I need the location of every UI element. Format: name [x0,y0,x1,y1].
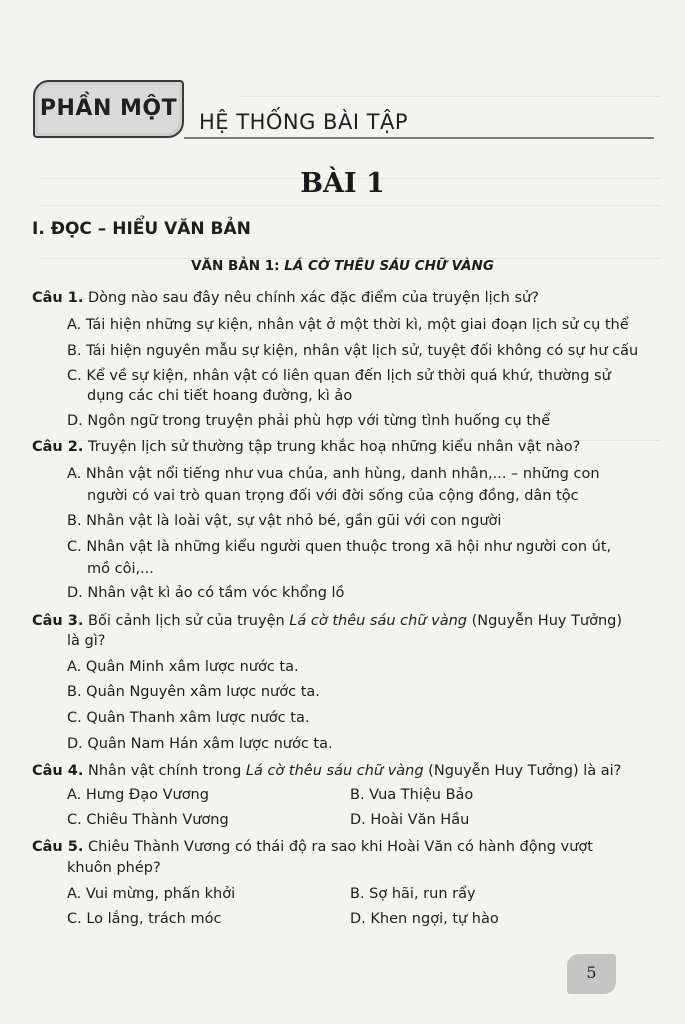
question-label: Câu 1. [32,290,84,306]
option-4b: B. Vua Thiệu Bảo [350,787,474,803]
option-5a: A. Vui mừng, phấn khởi [67,886,236,902]
work-title: Lá cờ thêu sáu chữ vàng [289,613,467,629]
question-stem: Dòng nào sau đây nêu chính xác đặc điểm của truyện lịch sử? [88,290,539,306]
option-2a: A. Nhân vật nổi tiếng như vua chúa, anh hùng, danh nhân,... – những con [67,466,600,482]
option-3a: A. Quân Minh xâm lược nước ta. [67,659,299,675]
text-title [0,258,685,274]
question-label: Câu 2. [32,439,84,455]
option-1d: D. Ngôn ngữ trong truyện phải phù hợp với từng tình huống cụ thể [67,413,551,429]
part-tab [33,80,184,138]
question-5 [32,838,593,856]
question-stem: Bối cảnh lịch sử của truyện [88,613,290,629]
option-4a: A. Hưng Đạo Vương [67,787,209,803]
text-title-prefix: VĂN BẢN 1: [191,258,285,274]
question-label: Câu 5. [32,839,84,855]
option-1a: A. Tái hiện những sự kiện, nhân vật ở một thời kì, một giai đoạn lịch sử cụ thể [67,317,629,333]
work-title: Lá cờ thêu sáu chữ vàng [245,763,424,779]
question-2 [32,438,580,456]
question-stem: Chiêu Thành Vương có thái độ ra sao khi Hoài Văn có hành động vượt [88,839,593,855]
show-through-line [240,96,660,97]
option-5d: D. Khen ngợi, tự hào [350,911,499,927]
question-stem: (Nguyễn Huy Tưởng) [466,613,623,629]
question-5-cont: khuôn phép? [67,860,161,876]
question-stem: (Nguyễn Huy Tưởng) là ai? [423,763,622,779]
question-3 [32,612,622,630]
option-3d: D. Quân Nam Hán xâm lược nước ta. [67,736,333,752]
question-4 [32,762,621,780]
question-label: Câu 4. [32,763,84,779]
option-2a-cont: người có vai trò quan trọng đối với đời sống của cộng đồng, dân tộc [87,488,579,504]
option-3c: C. Quân Thanh xâm lược nước ta. [67,710,310,726]
option-2d: D. Nhân vật kì ảo có tầm vóc khổng lồ [67,585,345,601]
option-1c-cont: dụng các chi tiết hoang đường, kì ảo [87,388,353,404]
option-1c: C. Kể về sự kiện, nhân vật có liên quan đến lịch sử thời quá khứ, thường sử [67,368,611,384]
option-2b: B. Nhân vật là loài vật, sự vật nhỏ bé, gần gũi với con người [67,513,502,529]
part-label: PHẦN MỘT [39,96,178,121]
lesson-title: BÀI 1 [300,168,385,199]
section-heading: I. ĐỌC – HIỂU VĂN BẢN [32,219,251,239]
part-title: HỆ THỐNG BÀI TẬP [199,110,409,134]
question-stem: Nhân vật chính trong [88,763,246,779]
show-through-line [40,205,660,206]
header-rule [184,137,654,139]
question-stem: Truyện lịch sử thường tập trung khắc hoạ những kiểu nhân vật nào? [88,439,581,455]
option-1b: B. Tái hiện nguyên mẫu sự kiện, nhân vật lịch sử, tuyệt đối không có sự hư cấu [67,343,639,359]
option-5b: B. Sợ hãi, run rẩy [350,886,476,902]
option-3b: B. Quân Nguyên xâm lược nước ta. [67,684,320,700]
option-2c: C. Nhân vật là những kiểu người quen thuộc trong xã hội như người con út, [67,539,612,555]
question-3-cont: là gì? [67,633,106,649]
option-5c: C. Lo lắng, trách móc [67,911,222,927]
question-1 [32,289,539,307]
option-2c-cont: mồ côi,... [87,561,154,577]
text-title-name: LÁ CỜ THÊU SÁU CHỮ VÀNG [284,258,494,274]
option-4c: C. Chiêu Thành Vương [67,812,229,828]
page-number: 5 [586,963,597,982]
question-label: Câu 3. [32,613,84,629]
page-number-box [567,954,616,994]
option-4d: D. Hoài Văn Hầu [350,812,470,828]
